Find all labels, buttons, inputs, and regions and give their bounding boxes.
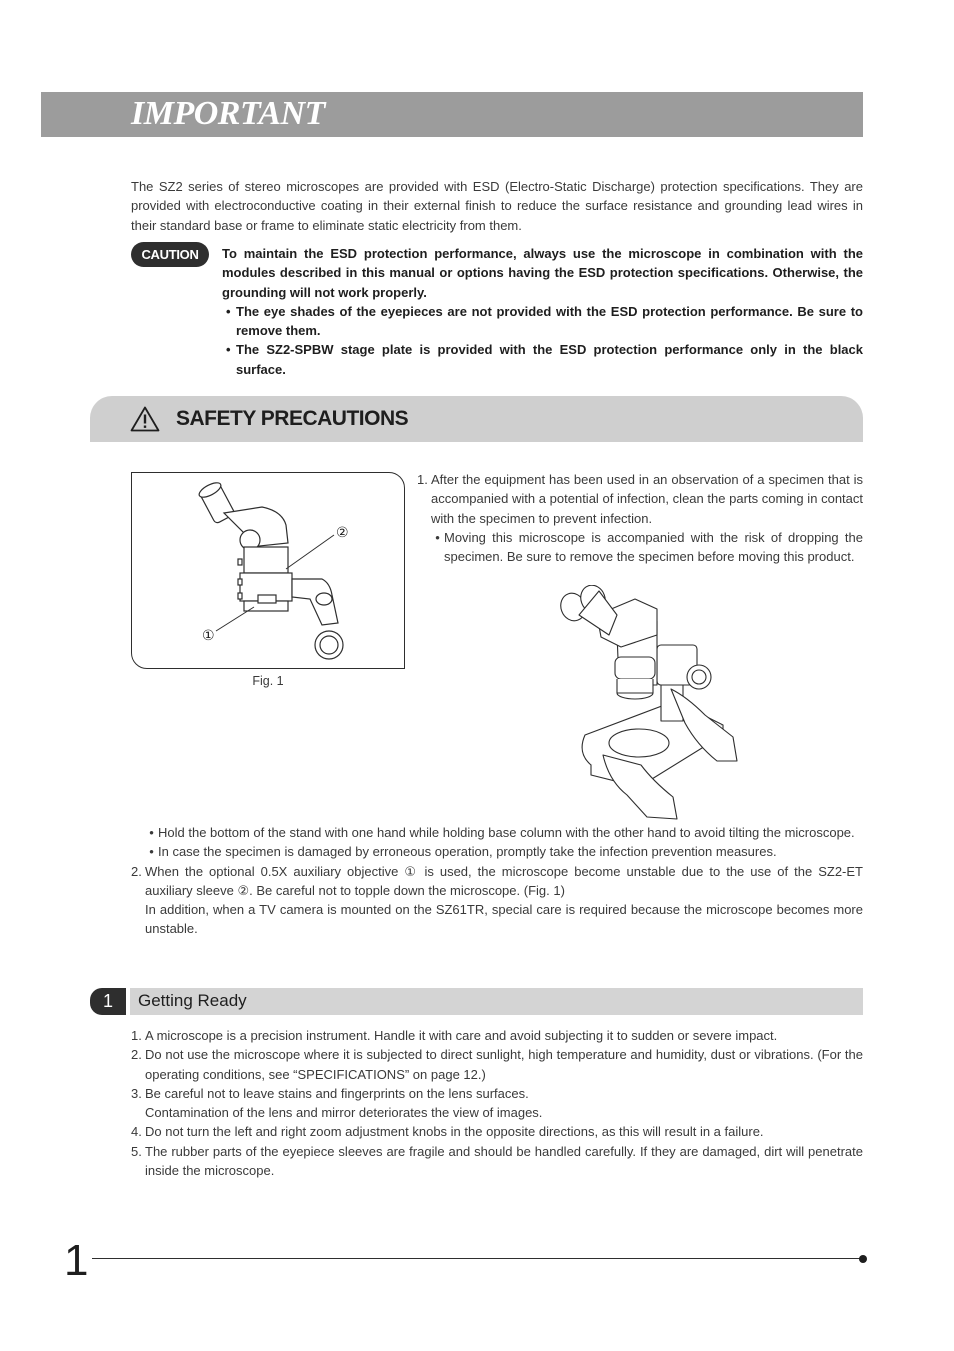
bullet-icon: •	[435, 529, 440, 545]
figure-caption: Fig. 1	[252, 674, 284, 688]
list-item-text: The rubber parts of the eyepiece sleeves are fragile and should be handled carefully. If they are damaged, dirt will penetrate inside the microscope.	[145, 1143, 863, 1179]
caution-bullet-text: The SZ2-SPBW stage plate is provided with the ESD protection performance only in the black surface.	[236, 342, 863, 377]
callout-1: ①	[202, 628, 215, 644]
safety-title: SAFETY PRECAUTIONS	[176, 407, 409, 430]
bullet-icon: •	[149, 825, 154, 840]
list-item	[131, 1122, 863, 1141]
safety-item-1-bullet: Moving this microscope is accompanied with the risk of dropping the specimen. Be sure to remove the specimen before moving this product.	[444, 529, 863, 565]
safety-item-1	[417, 470, 863, 566]
list-item-text: A microscope is a precision instrument. Handle it with care and avoid subjecting it to sudden or severe impact.	[145, 1028, 778, 1043]
list-number: 1.	[417, 472, 428, 487]
getting-ready-header	[90, 988, 863, 1015]
safety-bullet-text: Hold the bottom of the stand with one hand while holding base column with the other hand to avoid tilting the microscope.	[158, 825, 855, 840]
list-number: 4.	[131, 1124, 142, 1140]
bullet-icon: •	[226, 342, 231, 358]
safety-header	[90, 396, 863, 442]
list-item	[131, 1142, 863, 1181]
list-number: 1.	[131, 1028, 142, 1043]
important-header	[41, 92, 863, 137]
section-number: 1	[90, 988, 126, 1015]
footer-rule	[92, 1258, 862, 1259]
list-item-text: Do not use the microscope where it is subjected to direct sunlight, high temperature and humidity, dust or vibrations. (For the operating conditions, see “SPECIFICATIONS” on page 12.)	[145, 1047, 863, 1082]
warning-triangle-icon	[130, 406, 160, 432]
caution-bullet-text: The eye shades of the eyepieces are not provided with the ESD protection performance. Be sure to remove them.	[236, 303, 863, 339]
safety-bullet-text: In case the specimen is damaged by erroneous operation, promptly take the infection prevention measures.	[158, 844, 777, 860]
safety-item-2-text: When the optional 0.5X auxiliary objective ① is used, the microscope become unstable due to the use of the SZ2-ET auxiliary sleeve ②. Be careful not to topple down the microscope. (Fig. 1)	[145, 863, 863, 898]
safety-continued	[131, 823, 863, 939]
list-number: 3.	[131, 1085, 142, 1101]
list-item	[131, 1045, 863, 1084]
caution-bullet	[222, 302, 863, 341]
safety-item-1-text: After the equipment has been used in an observation of a specimen that is accompanied with a potential of infection, clean the parts coming in contact with the specimen to prevent infection.	[431, 472, 863, 526]
important-intro: The SZ2 series of stereo microscopes are provided with ESD (Electro-Static Discharge) protection specifications. They are provided with electroconductive coating in their external finish to reduce the surface resistance and grounding lead wires in their standard base or frame to eliminate static electricity from them.	[131, 179, 863, 233]
caution-block	[222, 244, 863, 379]
callout-2: ②	[336, 525, 349, 541]
list-number: 2.	[131, 863, 142, 879]
microscope-handling-illustration	[557, 585, 743, 820]
section-title: Getting Ready	[138, 991, 247, 1010]
list-item-text: Do not turn the left and right zoom adjustment knobs in the opposite directions, as this will result in a failure.	[145, 1124, 764, 1140]
getting-ready-list	[131, 1026, 863, 1180]
safety-item-2-cont: In addition, when a TV camera is mounted on the SZ61TR, special care is required because the microscope becomes more unstable.	[145, 902, 863, 937]
footer-dot	[859, 1255, 867, 1263]
page-number: 1	[64, 1236, 89, 1285]
list-item-text: Be careful not to leave stains and fingerprints on the lens surfaces.	[145, 1085, 529, 1101]
figure-1	[131, 472, 405, 669]
bullet-icon: •	[149, 844, 154, 860]
important-title: IMPORTANT	[131, 95, 325, 132]
caution-main-text: To maintain the ESD protection performance, always use the microscope in combination with the modules described in this manual or options having the ESD protection specifications. Otherwise, the grounding will not work properly.	[222, 246, 863, 300]
list-item-continued: Contamination of the lens and mirror deteriorates the view of images.	[145, 1105, 543, 1121]
list-item	[131, 1026, 863, 1045]
microscope-side-illustration	[132, 473, 404, 668]
caution-badge: CAUTION	[131, 242, 209, 267]
list-number: 2.	[131, 1047, 142, 1063]
list-number: 5.	[131, 1143, 142, 1159]
bullet-icon: •	[226, 303, 231, 319]
list-item	[131, 1084, 863, 1103]
caution-bullet	[222, 340, 863, 379]
